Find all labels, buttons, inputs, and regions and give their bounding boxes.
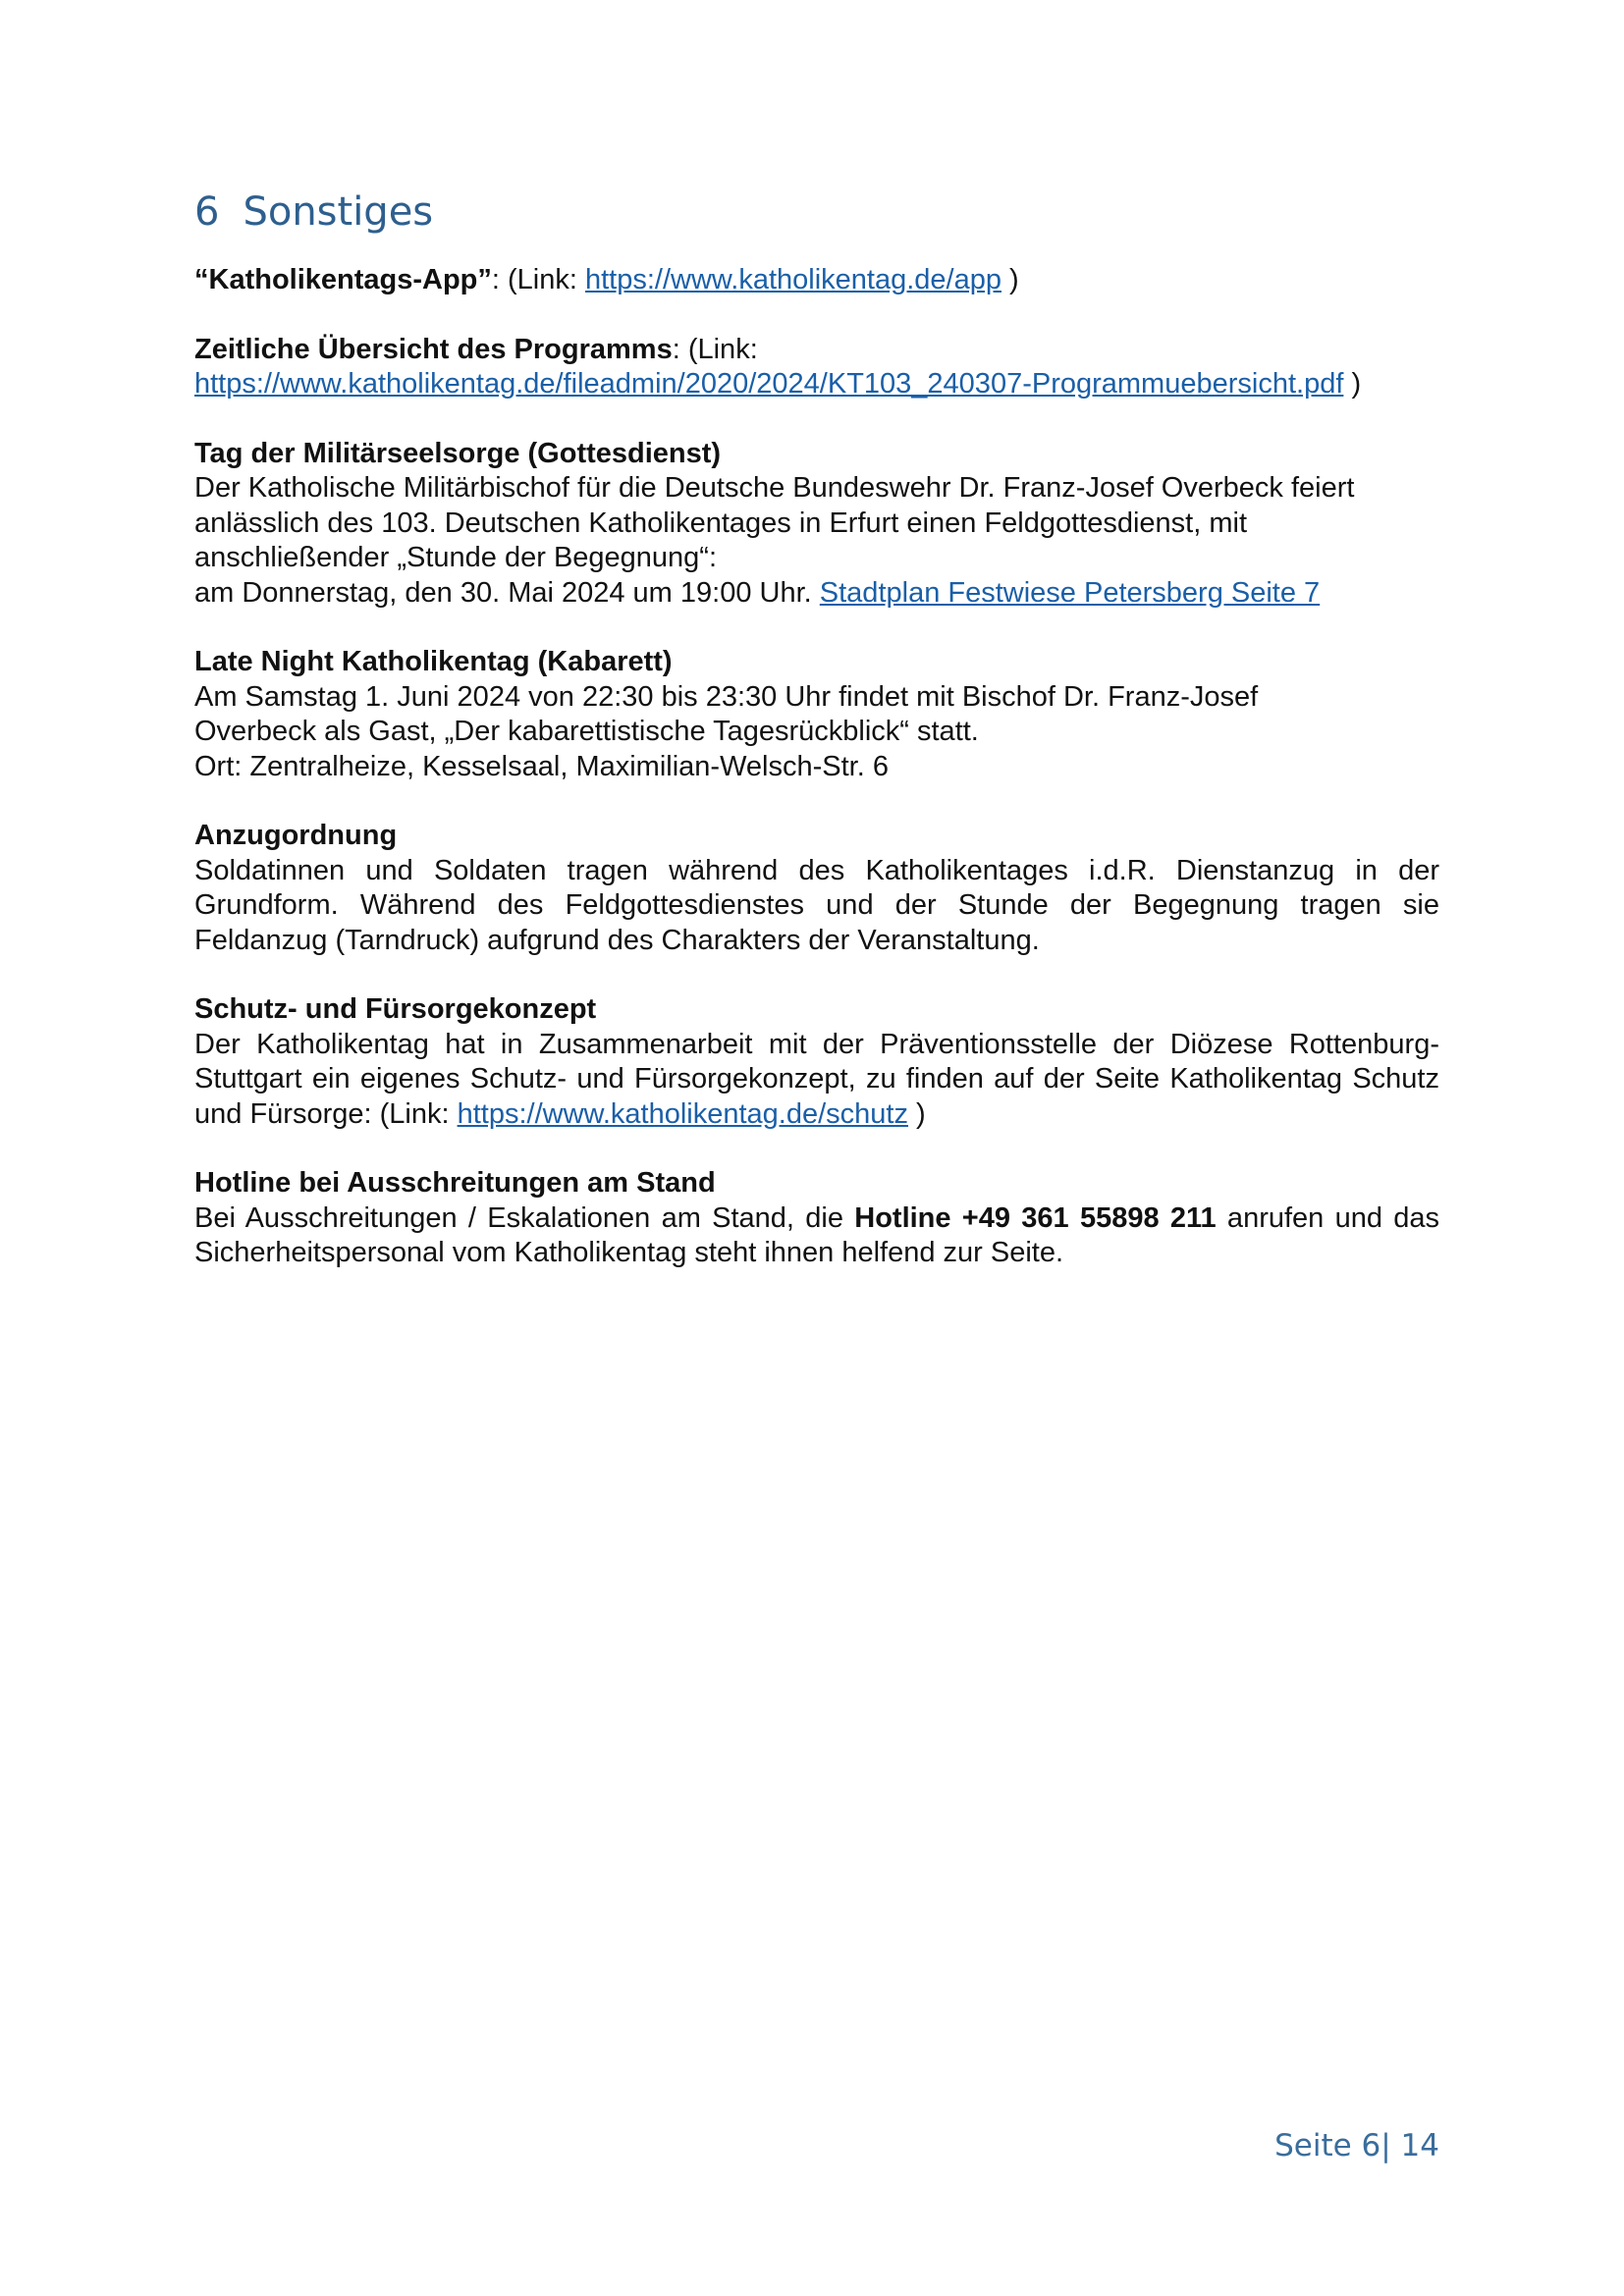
military-section [194, 437, 1439, 612]
hotline-section [194, 1166, 1439, 1271]
overview-title: Zeitliche Übersicht des Programms [194, 333, 673, 365]
military-title: Tag der Militärseelsorge (Gottesdienst) [194, 437, 722, 469]
protection-text: Der Katholikentag hat in Zusammenarbeit mit der Präventionsstelle der Diözese Rottenburg-Stuttgart ein eigenes Schutz- und Fürsorgekonzept, zu finden auf der Seite Katholikentag Schutz und Fürsorge: (Link: [194, 1028, 1439, 1130]
overview-post: ) [1343, 368, 1362, 400]
stadtplan-link[interactable]: Stadtplan Festwiese Petersberg Seite 7 [819, 576, 1321, 609]
dress-title: Anzugordnung [194, 820, 398, 851]
app-post: ) [1001, 264, 1019, 295]
app-pre: : (Link: [491, 264, 585, 295]
app-link[interactable]: https://www.katholikentag.de/app [585, 264, 1001, 295]
dress-text: Soldatinnen und Soldaten tragen während des Katholikentages i.d.R. Dienstanzug in der Grundform. Während des Feldgottesdienstes und der Stunde der Begegnung tragen sie Feldanzug (Tarndruck) aufgrund des Charakters der Veranstaltung. [194, 854, 1439, 956]
military-line-2: anlässlich des 103. Deutschen Katholikentages in Erfurt einen Feldgottesdienst, mit [194, 507, 1248, 539]
dress-section [194, 819, 1439, 958]
military-line-4: am Donnerstag, den 30. Mai 2024 um 19:00 Uhr. [194, 576, 820, 609]
app-section [194, 263, 1439, 298]
latenight-line-3: Ort: Zentralheize, Kesselsaal, Maximilian-Welsch-Str. 6 [194, 750, 889, 782]
hotline-pre: Bei Ausschreitungen / Eskalationen am Stand, die [194, 1201, 855, 1234]
protection-section [194, 992, 1439, 1132]
section-title: Sonstiges [243, 189, 434, 235]
latenight-title: Late Night Katholikentag (Kabarett) [194, 646, 673, 677]
hotline-number: Hotline +49 361 55898 211 [854, 1201, 1217, 1234]
protection-post: ) [908, 1097, 926, 1130]
overview-link[interactable]: https://www.katholikentag.de/fileadmin/2020/2024/KT103_240307-Programmuebersicht.pdf [194, 368, 1344, 400]
hotline-post: anrufen und das Sicherheitspersonal vom Katholikentag steht ihnen helfend zur Seite. [194, 1201, 1439, 1268]
latenight-line-2: Overbeck als Gast, „Der kabarettistische Tagesrückblick“ statt. [194, 716, 979, 747]
military-line-1: Der Katholische Militärbischof für die Deutsche Bundeswehr Dr. Franz-Josef Overbeck feiert [194, 472, 1355, 504]
latenight-section [194, 645, 1439, 784]
app-title: “Katholikentags-App” [194, 264, 492, 295]
latenight-line-1: Am Samstag 1. Juni 2024 von 22:30 bis 23:30 Uhr findet mit Bischof Dr. Franz-Josef [194, 680, 1259, 713]
overview-pre: : (Link: [672, 333, 758, 365]
protection-link[interactable]: https://www.katholikentag.de/schutz [457, 1097, 908, 1130]
document-page [194, 187, 1439, 1306]
overview-section [194, 333, 1439, 402]
page-number-footer: Seite 6| 14 [1274, 2128, 1439, 2163]
protection-title: Schutz- und Fürsorgekonzept [194, 993, 597, 1025]
section-heading [194, 187, 1439, 238]
section-number: 6 [194, 189, 220, 235]
military-line-3: anschließender „Stunde der Begegnung“: [194, 542, 718, 573]
hotline-title: Hotline bei Ausschreitungen am Stand [194, 1167, 716, 1199]
